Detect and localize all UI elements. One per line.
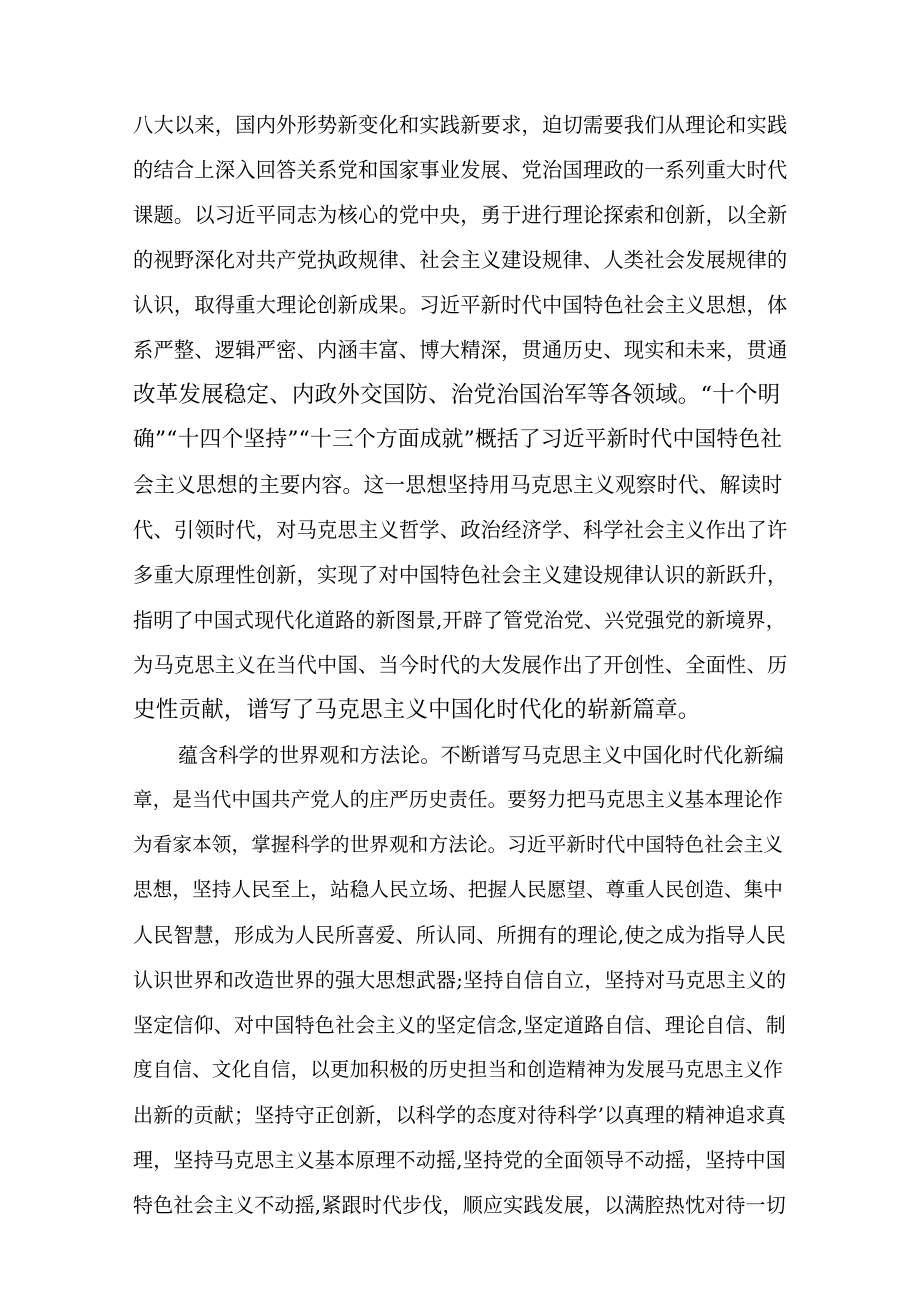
- text-line: 的视野深化对共产党执政规律、社会主义建设规律、人类社会发展规律的: [133, 248, 788, 272]
- text-line: 指明了中国式现代化道路的新图景,开辟了管党治党、兴党强党的新境界，: [133, 608, 786, 632]
- text-line: 代、引领时代，对马克思主义哲学、政治经济学、科学社会主义作出了许: [133, 518, 788, 542]
- text-line: 理，坚持马克思主义基本原理不动摇,坚持党的全面领导不动摇，坚持中国: [133, 1148, 786, 1172]
- text-line: 度自信、文化自信，以更加积极的历史担当和创造精神为发展马克思主义作: [133, 1058, 784, 1081]
- text-line: 思想，坚持人民至上，站稳人民立场、把握人民愿望、尊重人民创造、集中: [133, 878, 784, 901]
- text-line: 课题。以习近平同志为核心的党中央，勇于进行理论探索和创新，以全新: [133, 203, 788, 227]
- text-line: 史性贡献，谱写了马克思主义中国化时代化的崭新篇章。: [133, 697, 701, 723]
- text-line: 出新的贡献；坚持守正创新，以科学的态度对待科学’以真理的精神追求真: [133, 1103, 786, 1127]
- text-line: 的结合上深入回答关系党和国家事业发展、党治国理政的一系列重大时代: [133, 158, 788, 182]
- text-line: 多重大原理性创新，实现了对中国特色社会主义建设规律认识的新跃升，: [133, 563, 788, 587]
- text-line: 认识，取得重大理论创新成果。习近平新时代中国特色社会主义思想，体: [133, 293, 788, 317]
- text-line: 为马克思主义在当代中国、当今时代的大发展作出了开创性、全面性、历: [133, 653, 788, 677]
- text-line: 会主义思想的主要内容。这一思想坚持用马克思主义观察时代、解读时: [133, 473, 783, 497]
- text-line: 人民智慧，形成为人民所喜爱、所认同、所拥有的理论,使之成为指导人民: [133, 923, 786, 947]
- text-line: 八大以来，国内外形势新变化和实践新要求，迫切需要我们从理论和实践: [133, 113, 788, 137]
- text-line: 坚定信仰、对中国特色社会主义的坚定信念,坚定道路自信、理论自信、制: [133, 1013, 786, 1037]
- text-line: 章，是当代中国共产党人的庄严历史责任。要努力把马克思主义基本理论作: [133, 788, 784, 811]
- text-line: 为看家本领，掌握科学的世界观和方法论。习近平新时代中国特色社会主义: [133, 833, 784, 856]
- text-line: 改革发展稳定、内政外交国防、治党治国治军等各领域。“十个明: [133, 382, 781, 408]
- paragraph-first-line: 蕴含科学的世界观和方法论。不断谱写马克思主义中国化时代化新编: [178, 743, 784, 767]
- text-line: 特色社会主义不动摇,紧跟时代步伐，顺应实践发展，以满腔热忱对待一切: [133, 1193, 786, 1217]
- text-line: 系严整、逻辑严密、内涵丰富、博大精深，贯通历史、现实和未来，贯通: [133, 338, 788, 362]
- text-line: 确”“十四个坚持”“十三个方面成就”概括了习近平新时代中国特色社: [133, 427, 783, 452]
- text-line: 认识世界和改造世界的强大思想武器;坚持自信自立，坚持对马克思主义的: [133, 968, 787, 992]
